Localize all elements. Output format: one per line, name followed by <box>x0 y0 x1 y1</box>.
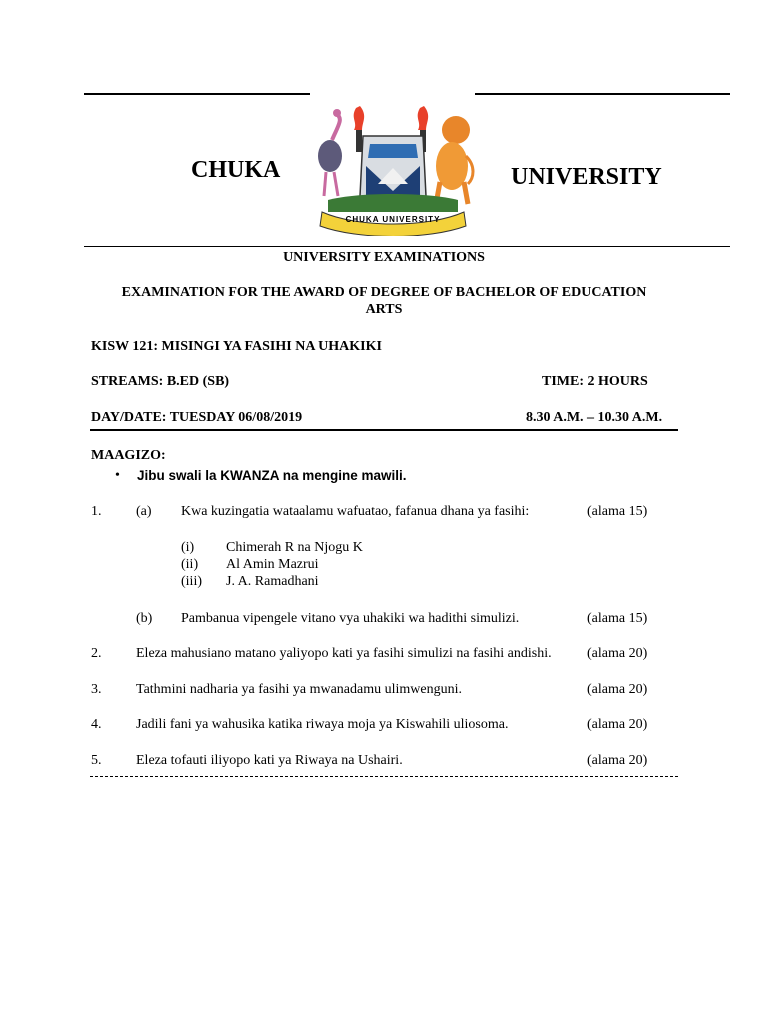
question-3-number: 3. <box>91 682 102 697</box>
question-5-text: Eleza tofauti iliyopo kati ya Riwaya na Ushairi. <box>136 753 403 768</box>
question-1b-text: Pambanua vipengele vitano vya uhakiki wa hadithi simulizi. <box>181 611 520 626</box>
question-1a-marks: (alama 15) <box>587 504 648 519</box>
question-4-text: Jadili fani ya wahusika katika riwaya moja ya Kiswahili uliosoma. <box>136 717 509 732</box>
exam-award-line: EXAMINATION FOR THE AWARD OF DEGREE OF BACHELOR OF EDUCATION <box>121 285 647 300</box>
sub-item-text: Chimerah R na Njogu K <box>226 540 363 555</box>
question-1b-label: (b) <box>136 611 153 626</box>
end-dashed-rule <box>90 776 678 777</box>
instructions-bullet-icon: • <box>115 468 120 483</box>
question-3-text: Tathmini nadharia ya fasihi ya mwanadamu ulimwenguni. <box>136 682 462 697</box>
question-1a-text: Kwa kuzingatia wataalamu wafuatao, fafanua dhana ya fasihi: <box>181 504 530 519</box>
question-4-marks: (alama 20) <box>587 717 648 732</box>
crest-banner-text: CHUKA UNIVERSITY <box>345 215 441 224</box>
question-1-number: 1. <box>91 504 102 519</box>
duration-label: TIME: 2 HOURS <box>542 374 648 389</box>
exam-award-line-2: ARTS <box>365 302 403 317</box>
streams-label: STREAMS: B.ED (SB) <box>91 374 230 389</box>
header-rule-right <box>475 93 730 95</box>
header-rule-full <box>84 246 730 247</box>
university-name-left: CHUKA <box>191 157 281 183</box>
sub-item-text: Al Amin Mazrui <box>226 557 319 572</box>
question-2-number: 2. <box>91 646 102 661</box>
sub-item-label: (iii) <box>181 574 202 589</box>
university-name-right: UNIVERSITY <box>511 164 662 190</box>
question-5-marks: (alama 20) <box>587 753 648 768</box>
question-2-text: Eleza mahusiano matano yaliyopo kati ya fasihi simulizi na fasihi andishi. <box>136 646 552 661</box>
exam-hours-label: 8.30 A.M. – 10.30 A.M. <box>526 410 663 425</box>
question-3-marks: (alama 20) <box>587 682 648 697</box>
university-crest <box>308 96 478 236</box>
course-code-title: KISW 121: MISINGI YA FASIHI NA UHAKIKI <box>91 339 382 354</box>
sub-item-label: (ii) <box>181 557 199 572</box>
exam-date-label: DAY/DATE: TUESDAY 06/08/2019 <box>91 410 303 425</box>
instructions-heading: MAAGIZO: <box>91 448 166 463</box>
question-1b-marks: (alama 15) <box>587 611 648 626</box>
sub-item-text: J. A. Ramadhani <box>226 574 319 589</box>
header-rule-left <box>84 93 310 95</box>
question-2-marks: (alama 20) <box>587 646 648 661</box>
question-4-number: 4. <box>91 717 102 732</box>
instructions-text: Jibu swali la KWANZA na mengine mawili. <box>137 468 407 483</box>
question-1a-label: (a) <box>136 504 152 519</box>
date-rule <box>90 429 678 431</box>
question-5-number: 5. <box>91 753 102 768</box>
sub-item-label: (i) <box>181 540 195 555</box>
exam-heading: UNIVERSITY EXAMINATIONS <box>283 250 485 265</box>
